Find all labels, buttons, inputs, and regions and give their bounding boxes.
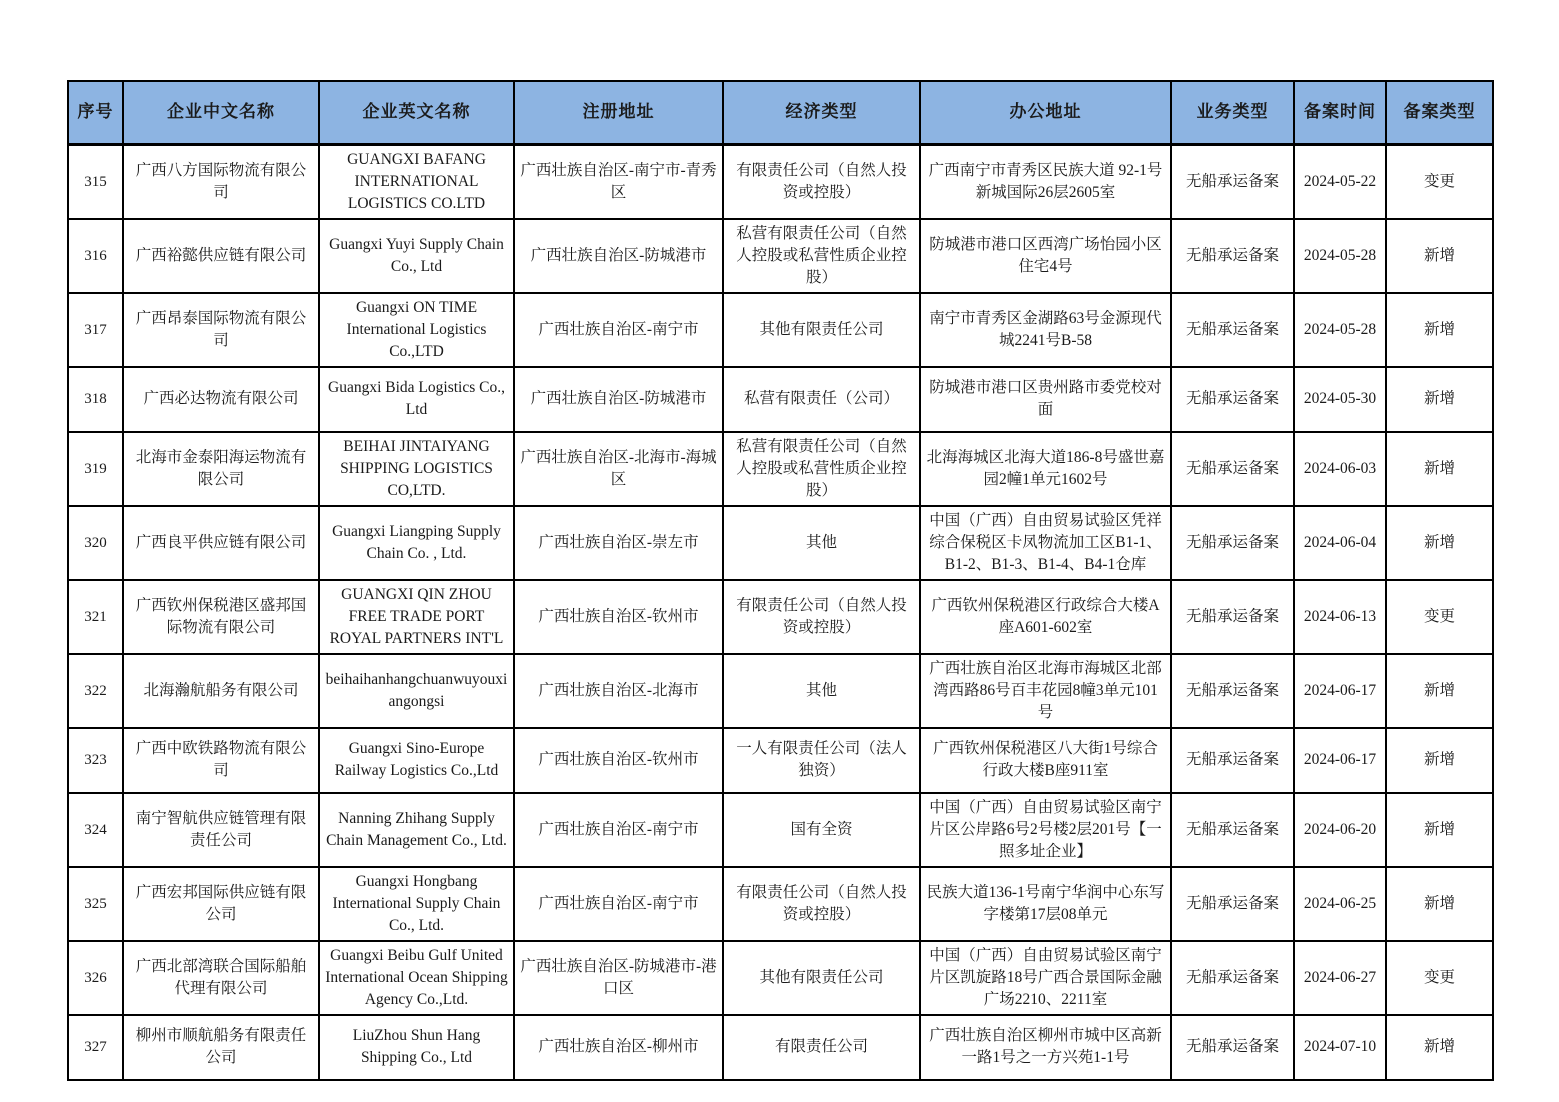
header-cell-biz-type: 业务类型 [1171,81,1294,144]
cell-index: 316 [68,219,123,293]
cell-en-name: beihaihanhangchuanwuyouxiangongsi [319,654,514,728]
table-row [68,654,1493,728]
header-cell-office-address: 办公地址 [920,81,1171,144]
cell-biz-type: 无船承运备案 [1171,728,1294,793]
cell-index: 325 [68,867,123,941]
cell-office-address: 中国（广西）自由贸易试验区凭祥综合保税区卡凤物流加工区B1-1、B1-2、B1-3、B1-4、B4-1仓库 [920,506,1171,580]
cell-econ-type: 有限责任公司（自然人投资或控股） [723,580,920,654]
cell-index: 315 [68,144,123,219]
cell-biz-type: 无船承运备案 [1171,654,1294,728]
cell-index: 320 [68,506,123,580]
cell-record-type: 新增 [1386,793,1493,867]
cell-cn-name: 广西宏邦国际供应链有限公司 [123,867,319,941]
cell-record-date: 2024-07-10 [1294,1015,1386,1080]
cell-biz-type: 无船承运备案 [1171,793,1294,867]
cell-reg-address: 广西壮族自治区-钦州市 [514,580,723,654]
cell-en-name: Guangxi Yuyi Supply Chain Co., Ltd [319,219,514,293]
cell-office-address: 中国（广西）自由贸易试验区南宁片区公岸路6号2号楼2层201号【一照多址企业】 [920,793,1171,867]
cell-reg-address: 广西壮族自治区-防城港市 [514,219,723,293]
cell-cn-name: 柳州市顺航船务有限责任公司 [123,1015,319,1080]
cell-en-name: LiuZhou Shun Hang Shipping Co., Ltd [319,1015,514,1080]
header-cell-en-name: 企业英文名称 [319,81,514,144]
cell-index: 317 [68,293,123,367]
cell-cn-name: 广西中欧铁路物流有限公司 [123,728,319,793]
table-row [68,219,1493,293]
cell-reg-address: 广西壮族自治区-防城港市 [514,367,723,432]
cell-en-name: Nanning Zhihang Supply Chain Management Co., Ltd. [319,793,514,867]
cell-record-date: 2024-06-17 [1294,728,1386,793]
cell-econ-type: 有限责任公司（自然人投资或控股） [723,144,920,219]
cell-biz-type: 无船承运备案 [1171,506,1294,580]
cell-office-address: 广西壮族自治区柳州市城中区高新一路1号之一方兴苑1-1号 [920,1015,1171,1080]
cell-index: 324 [68,793,123,867]
cell-reg-address: 广西壮族自治区-南宁市 [514,793,723,867]
cell-en-name: Guangxi Bida Logistics Co., Ltd [319,367,514,432]
cell-econ-type: 一人有限责任公司（法人独资） [723,728,920,793]
cell-biz-type: 无船承运备案 [1171,580,1294,654]
cell-record-type: 新增 [1386,728,1493,793]
cell-biz-type: 无船承运备案 [1171,941,1294,1015]
cell-index: 326 [68,941,123,1015]
cell-record-date: 2024-06-27 [1294,941,1386,1015]
table-row [68,432,1493,506]
cell-record-type: 新增 [1386,293,1493,367]
cell-record-date: 2024-05-22 [1294,144,1386,219]
cell-econ-type: 其他 [723,654,920,728]
table-row [68,367,1493,432]
cell-reg-address: 广西壮族自治区-钦州市 [514,728,723,793]
cell-cn-name: 北海瀚航船务有限公司 [123,654,319,728]
cell-index: 323 [68,728,123,793]
cell-econ-type: 其他有限责任公司 [723,293,920,367]
cell-office-address: 民族大道136-1号南宁华润中心东写字楼第17层08单元 [920,867,1171,941]
cell-office-address: 南宁市青秀区金湖路63号金源现代城2241号B-58 [920,293,1171,367]
cell-reg-address: 广西壮族自治区-北海市 [514,654,723,728]
cell-reg-address: 广西壮族自治区-南宁市 [514,293,723,367]
cell-office-address: 广西南宁市青秀区民族大道 92-1号新城国际26层2605室 [920,144,1171,219]
cell-en-name: GUANGXI BAFANG INTERNATIONAL LOGISTICS CO.LTD [319,144,514,219]
table-row [68,941,1493,1015]
cell-econ-type: 有限责任公司（自然人投资或控股） [723,867,920,941]
header-cell-reg-address: 注册地址 [514,81,723,144]
cell-record-date: 2024-06-03 [1294,432,1386,506]
cell-econ-type: 私营有限责任公司（自然人控股或私营性质企业控股） [723,219,920,293]
cell-cn-name: 南宁智航供应链管理有限责任公司 [123,793,319,867]
cell-index: 322 [68,654,123,728]
cell-office-address: 防城港市港口区贵州路市委党校对面 [920,367,1171,432]
cell-record-date: 2024-06-25 [1294,867,1386,941]
cell-biz-type: 无船承运备案 [1171,293,1294,367]
cell-record-date: 2024-06-13 [1294,580,1386,654]
cell-record-date: 2024-06-04 [1294,506,1386,580]
header-cell-record-date: 备案时间 [1294,81,1386,144]
cell-econ-type: 有限责任公司 [723,1015,920,1080]
table-row [68,144,1493,219]
cell-record-type: 新增 [1386,506,1493,580]
cell-biz-type: 无船承运备案 [1171,367,1294,432]
header-cell-cn-name: 企业中文名称 [123,81,319,144]
table-row [68,1015,1493,1080]
cell-reg-address: 广西壮族自治区-防城港市-港口区 [514,941,723,1015]
cell-cn-name: 广西北部湾联合国际船舶代理有限公司 [123,941,319,1015]
cell-econ-type: 其他有限责任公司 [723,941,920,1015]
cell-record-type: 变更 [1386,144,1493,219]
cell-office-address: 广西钦州保税港区行政综合大楼A座A601-602室 [920,580,1171,654]
cell-office-address: 广西壮族自治区北海市海城区北部湾西路86号百丰花园8幢3单元101号 [920,654,1171,728]
cell-office-address: 防城港市港口区西湾广场怡园小区住宅4号 [920,219,1171,293]
cell-index: 321 [68,580,123,654]
cell-en-name: GUANGXI QIN ZHOU FREE TRADE PORT ROYAL PARTNERS INT'L [319,580,514,654]
cell-record-type: 变更 [1386,580,1493,654]
cell-record-date: 2024-05-28 [1294,293,1386,367]
cell-cn-name: 广西良平供应链有限公司 [123,506,319,580]
header-cell-record-type: 备案类型 [1386,81,1493,144]
cell-index: 318 [68,367,123,432]
cell-record-type: 新增 [1386,432,1493,506]
cell-record-type: 新增 [1386,367,1493,432]
cell-record-date: 2024-05-28 [1294,219,1386,293]
header-cell-index: 序号 [68,81,123,144]
cell-econ-type: 私营有限责任（公司） [723,367,920,432]
cell-econ-type: 国有全资 [723,793,920,867]
cell-record-type: 新增 [1386,654,1493,728]
cell-office-address: 中国（广西）自由贸易试验区南宁片区凯旋路18号广西合景国际金融广场2210、2211室 [920,941,1171,1015]
table-row [68,728,1493,793]
cell-record-type: 新增 [1386,1015,1493,1080]
cell-reg-address: 广西壮族自治区-崇左市 [514,506,723,580]
table-row [68,580,1493,654]
header-cell-econ-type: 经济类型 [723,81,920,144]
cell-index: 319 [68,432,123,506]
cell-en-name: Guangxi Liangping Supply Chain Co. , Ltd. [319,506,514,580]
cell-reg-address: 广西壮族自治区-柳州市 [514,1015,723,1080]
table-row [68,506,1493,580]
cell-record-date: 2024-06-17 [1294,654,1386,728]
cell-record-type: 变更 [1386,941,1493,1015]
cell-record-type: 新增 [1386,867,1493,941]
cell-office-address: 北海海城区北海大道186-8号盛世嘉园2幢1单元1602号 [920,432,1171,506]
table-row [68,293,1493,367]
nvocc-filing-table [67,80,1494,1081]
cell-record-date: 2024-06-20 [1294,793,1386,867]
cell-cn-name: 广西必达物流有限公司 [123,367,319,432]
cell-cn-name: 广西钦州保税港区盛邦国际物流有限公司 [123,580,319,654]
cell-biz-type: 无船承运备案 [1171,867,1294,941]
cell-en-name: BEIHAI JINTAIYANG SHIPPING LOGISTICS CO,LTD. [319,432,514,506]
cell-en-name: Guangxi Sino-Europe Railway Logistics Co.,Ltd [319,728,514,793]
cell-econ-type: 其他 [723,506,920,580]
cell-record-type: 新增 [1386,219,1493,293]
cell-biz-type: 无船承运备案 [1171,144,1294,219]
cell-en-name: Guangxi ON TIME International Logistics Co.,LTD [319,293,514,367]
cell-cn-name: 北海市金泰阳海运物流有限公司 [123,432,319,506]
cell-econ-type: 私营有限责任公司（自然人控股或私营性质企业控股） [723,432,920,506]
cell-reg-address: 广西壮族自治区-北海市-海城区 [514,432,723,506]
cell-en-name: Guangxi Hongbang International Supply Chain Co., Ltd. [319,867,514,941]
cell-reg-address: 广西壮族自治区-南宁市 [514,867,723,941]
cell-record-date: 2024-05-30 [1294,367,1386,432]
table-row [68,867,1493,941]
cell-biz-type: 无船承运备案 [1171,219,1294,293]
table-header-row [68,81,1493,144]
cell-reg-address: 广西壮族自治区-南宁市-青秀区 [514,144,723,219]
cell-biz-type: 无船承运备案 [1171,1015,1294,1080]
cell-biz-type: 无船承运备案 [1171,432,1294,506]
cell-cn-name: 广西八方国际物流有限公司 [123,144,319,219]
table-row [68,793,1493,867]
cell-office-address: 广西钦州保税港区八大街1号综合行政大楼B座911室 [920,728,1171,793]
cell-index: 327 [68,1015,123,1080]
cell-en-name: Guangxi Beibu Gulf United International Ocean Shipping Agency Co.,Ltd. [319,941,514,1015]
cell-cn-name: 广西昂泰国际物流有限公司 [123,293,319,367]
table-body [68,144,1493,1080]
cell-cn-name: 广西裕懿供应链有限公司 [123,219,319,293]
